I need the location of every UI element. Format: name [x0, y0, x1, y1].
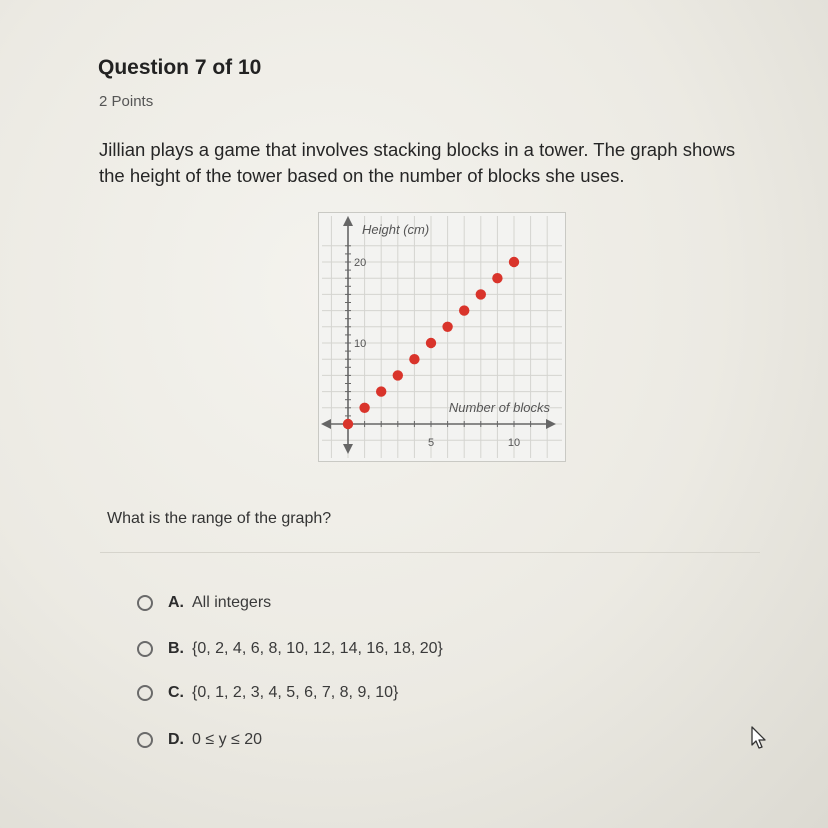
choice-b[interactable]	[137, 640, 443, 658]
data-point	[409, 354, 419, 364]
data-point	[492, 273, 502, 283]
choice-text: 0 ≤ y ≤ 20	[192, 731, 263, 748]
choice-letter: A.	[168, 594, 184, 611]
choice-letter: C.	[168, 684, 184, 701]
question-title: Question 7 of 10	[98, 56, 262, 79]
data-point	[343, 419, 353, 429]
choice-c[interactable]	[137, 684, 398, 702]
data-point	[426, 338, 436, 348]
data-point	[393, 370, 403, 380]
data-point	[376, 386, 386, 396]
choice-letter: D.	[168, 731, 184, 748]
x-tick-label: 10	[507, 437, 521, 449]
y-tick-label: 20	[354, 257, 367, 269]
question-prompt: What is the range of the graph?	[107, 510, 332, 527]
y-tick-label: 10	[354, 338, 367, 350]
choice-text: All integers	[192, 594, 272, 611]
scatter-chart	[318, 212, 566, 462]
radio-button-d[interactable]	[137, 732, 153, 748]
data-point	[459, 305, 469, 315]
data-point	[476, 289, 486, 299]
radio-button-a[interactable]	[137, 595, 153, 611]
data-point	[359, 403, 369, 413]
graph	[318, 212, 566, 462]
choice-d[interactable]	[137, 731, 262, 749]
choice-text: {0, 1, 2, 3, 4, 5, 6, 7, 8, 9, 10}	[192, 684, 399, 701]
x-axis-label: Number of blocks	[448, 400, 550, 415]
choice-letter: B.	[168, 640, 184, 657]
x-tick-label: 5	[427, 437, 435, 449]
question-text: Jillian plays a game that involves stacking blocks in a tower. The graph shows the height of the tower based on the number of blocks she uses.	[99, 139, 736, 186]
choice-a[interactable]	[137, 594, 271, 612]
data-point	[509, 257, 519, 267]
y-axis-label: Height (cm)	[362, 222, 430, 237]
radio-button-c[interactable]	[137, 685, 153, 701]
divider	[100, 552, 760, 553]
radio-button-b[interactable]	[137, 641, 153, 657]
choice-text: {0, 2, 4, 6, 8, 10, 12, 14, 16, 18, 20}	[192, 640, 443, 657]
question-points: 2 Points	[99, 93, 154, 110]
data-point	[442, 322, 452, 332]
mouse-pointer-icon	[750, 726, 768, 755]
